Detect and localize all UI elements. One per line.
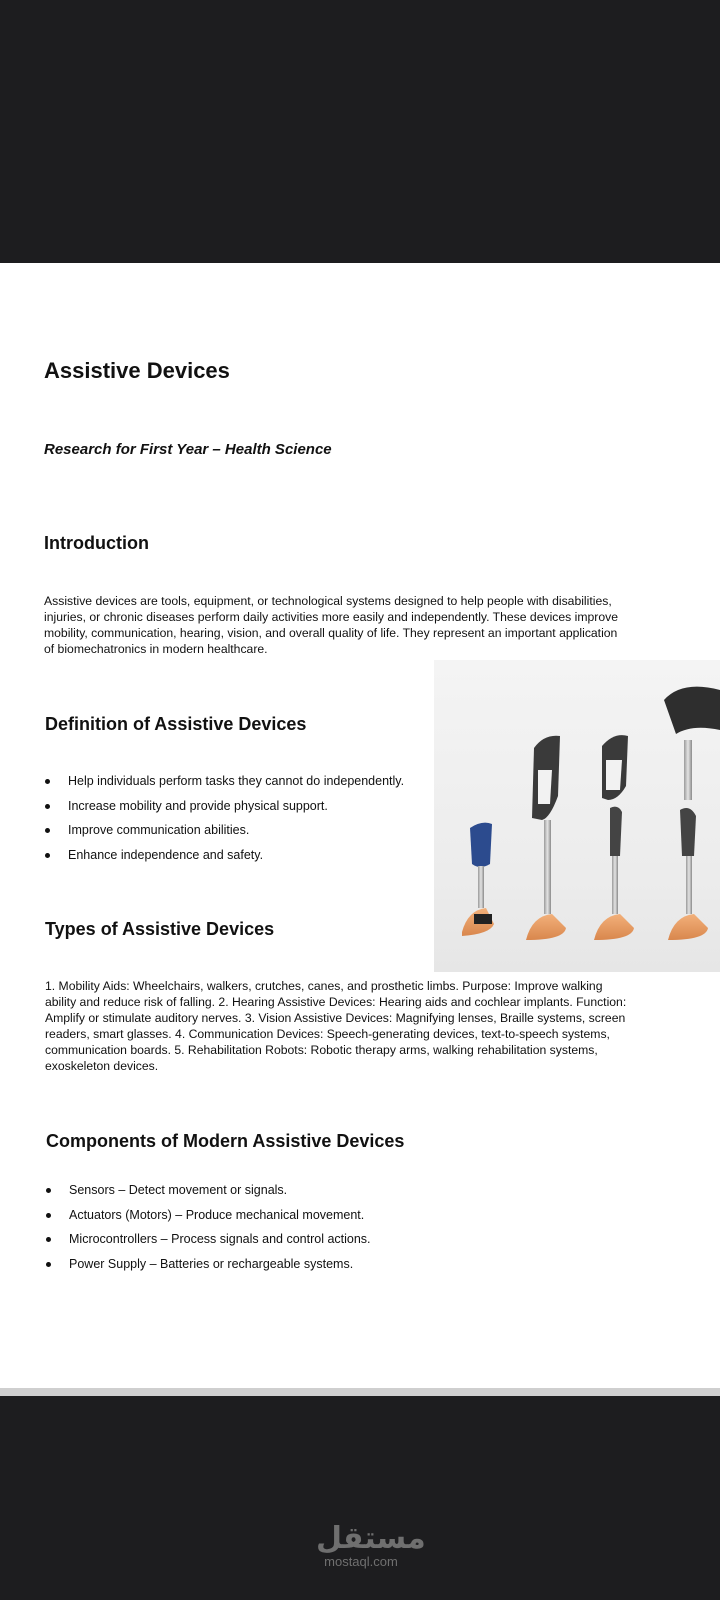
watermark-latin: mostaql.com xyxy=(324,1554,398,1569)
list-item: Power Supply – Batteries or rechargeable systems. xyxy=(45,1256,371,1281)
list-item: Sensors – Detect movement or signals. xyxy=(45,1182,371,1207)
list-item: Improve communication abilities. xyxy=(44,822,404,847)
prosthetic-legs-image xyxy=(434,660,720,972)
definition-list xyxy=(44,773,404,871)
definition-heading: Definition of Assistive Devices xyxy=(45,714,307,734)
prosthesis-1 xyxy=(462,823,494,936)
top-dark-margin xyxy=(0,0,720,263)
prosthesis-3 xyxy=(594,735,634,940)
types-heading: Types of Assistive Devices xyxy=(45,919,275,939)
types-paragraph: 1. Mobility Aids: Wheelchairs, walkers, crutches, canes, and prosthetic limbs. Purpose: Improve walking ability and reduce risk of falling. 2. Hearing Assistive Devices: Hearing aids and cochlear implants. Function: Amplify or stimulate auditory nerves. 3. Vision Assistive Devices: Magnifying lenses, Braille systems, screen readers, smart glasses. 4. Communication Devices: Speech-generating devices, text-to-speech systems, communication boards. 5. Rehabilitation Robots: Robotic therapy arms, walking rehabilitation systems, exoskeleton devices. xyxy=(45,979,627,1073)
mostaql-watermark xyxy=(316,1521,426,1569)
introduction-heading: Introduction xyxy=(44,533,149,553)
document-page[interactable] xyxy=(0,263,720,1390)
prosthesis-2 xyxy=(526,736,566,940)
prosthesis-4 xyxy=(664,687,720,940)
list-item: Actuators (Motors) – Produce mechanical movement. xyxy=(45,1207,371,1232)
document-title: Assistive Devices xyxy=(44,358,230,383)
list-item: Increase mobility and provide physical support. xyxy=(44,798,404,823)
introduction-paragraph: Assistive devices are tools, equipment, or technological systems designed to help people with disabilities, injuries, or chronic diseases perform daily activities more easily and independently. These devices improve mobility, communication, hearing, vision, and overall quality of life. They represent an important application of biomechatronics in modern healthcare. xyxy=(44,594,618,656)
document-subtitle: Research for First Year – Health Science xyxy=(44,441,332,458)
watermark-arabic: مستقل xyxy=(316,1521,426,1556)
bottom-dark-margin xyxy=(0,1396,720,1600)
list-item: Microcontrollers – Process signals and control actions. xyxy=(45,1231,371,1256)
list-item: Enhance independence and safety. xyxy=(44,847,404,872)
page-bottom-edge xyxy=(0,1388,720,1396)
list-item: Help individuals perform tasks they cannot do independently. xyxy=(44,773,404,798)
components-list xyxy=(45,1182,371,1280)
components-heading: Components of Modern Assistive Devices xyxy=(46,1131,405,1151)
